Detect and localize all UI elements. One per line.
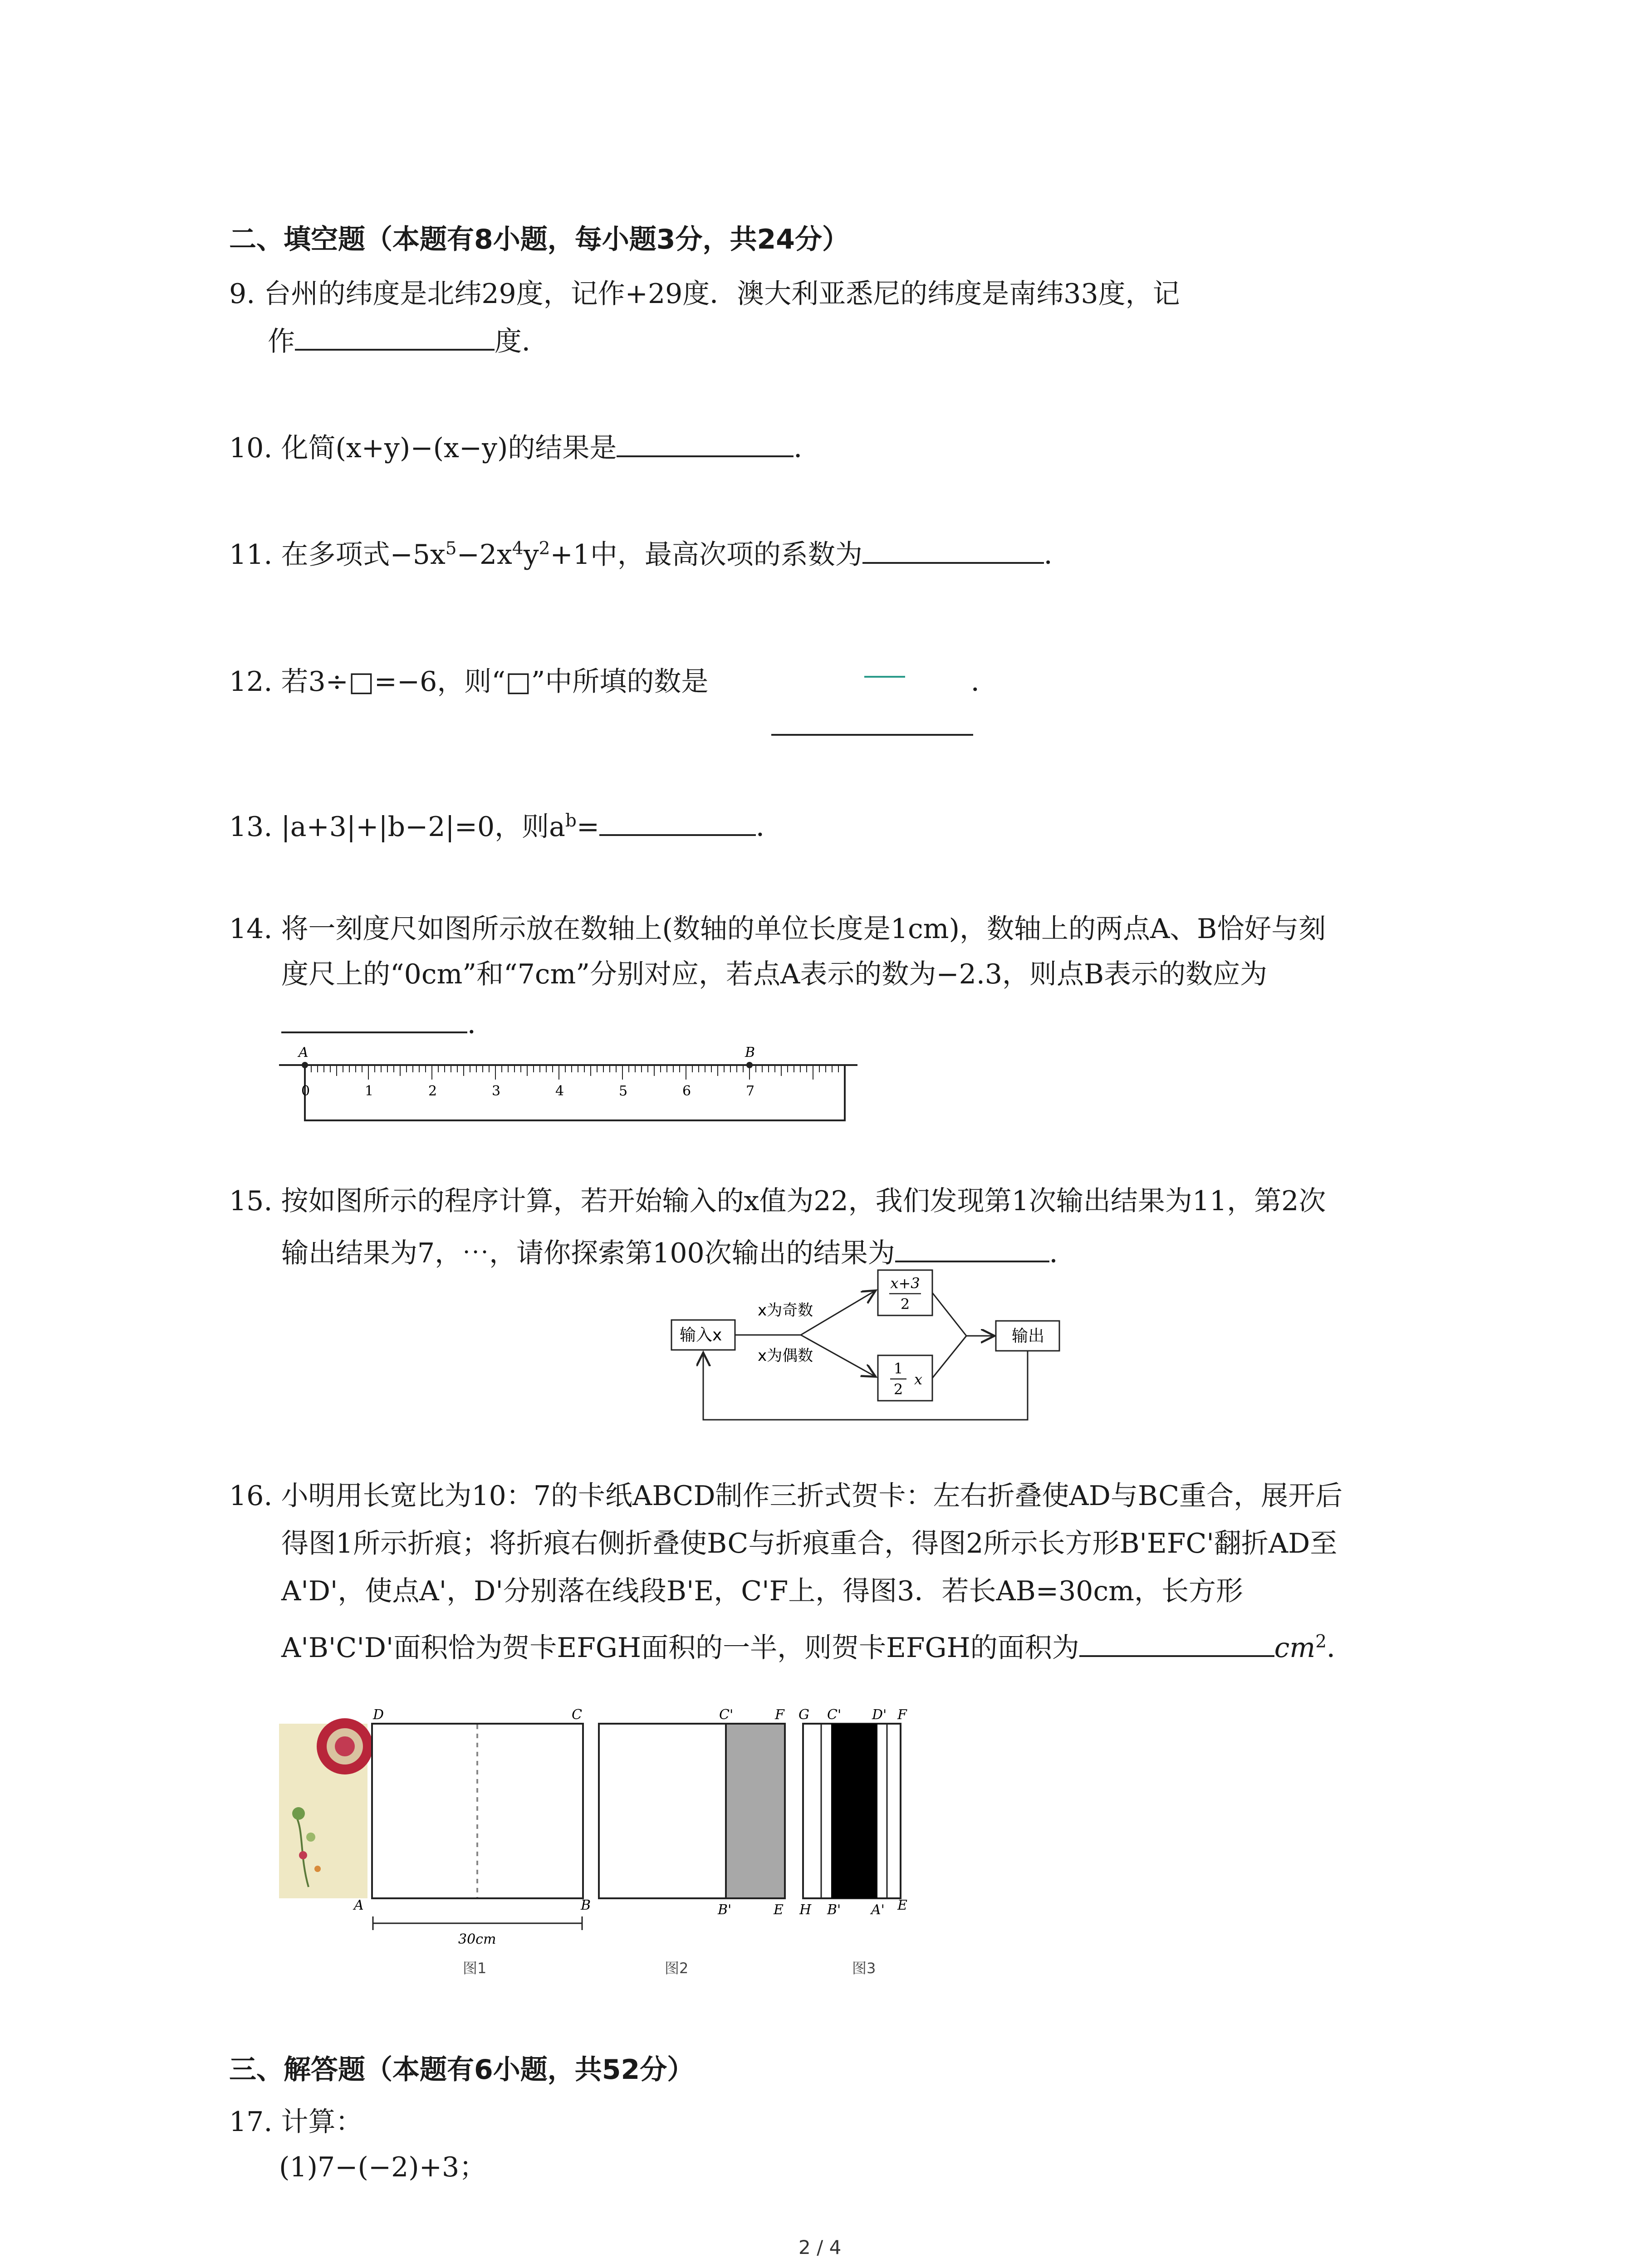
fig3-label-e: E	[897, 1897, 907, 1913]
q17: 17. 计算：	[229, 2106, 363, 2138]
q13-answer-blank[interactable]	[599, 834, 756, 836]
fig3-label-g: G	[798, 1707, 809, 1723]
odd-formula-numerator: x+3	[890, 1275, 920, 1292]
greeting-card-figures	[277, 1706, 957, 1987]
even-to-merge	[932, 1336, 966, 1378]
label-b: B	[745, 1045, 755, 1061]
q16-answer-blank[interactable]	[1079, 1655, 1274, 1657]
q9-line1: 9. 台州的纬度是北纬29度，记作+29度．澳大利亚悉尼的纬度是南纬33度，记	[229, 278, 1180, 310]
fig1-label-d: D	[373, 1707, 384, 1723]
q14-line2: 度尺上的“0cm”和“7cm”分别对应，若点A表示的数为−2.3，则点B表示的数应为	[281, 958, 1268, 990]
fig1-label-b: B	[581, 1897, 591, 1913]
even-condition: x为偶数	[758, 1347, 813, 1365]
odd-formula-denominator: 2	[900, 1295, 910, 1313]
q12-post: ．	[971, 666, 998, 698]
q12-pre: 12. 若3÷□=−6，则“□”中所填的数是	[229, 666, 709, 698]
ruler-tick-label: 0	[301, 1083, 310, 1099]
section-2-heading: 二、填空题（本题有8小题，每小题3分，共24分）	[229, 224, 849, 255]
q16-line4: A'B'C'D'面积恰为贺卡EFGH面积的一半，则贺卡EFGH的面积为 $cm^2$．	[281, 1632, 1354, 1664]
ruler-body	[305, 1065, 845, 1120]
fig1-dimension-label: 30cm	[458, 1931, 496, 1947]
even-formula-box	[878, 1355, 932, 1401]
ruler-tick-labels	[301, 1083, 754, 1099]
q13: 13. |a+3|+|b−2|=0，则$a^b=$ ．	[229, 811, 784, 843]
even-formula-variable: x	[914, 1371, 923, 1388]
fig1-caption: 图1	[463, 1960, 487, 1977]
ruler-ticks	[305, 1066, 838, 1080]
ruler-tick-label: 2	[428, 1083, 437, 1099]
q9-line2: 作 度．	[268, 326, 549, 357]
odd-condition: x为奇数	[758, 1301, 813, 1320]
even-formula-denominator: 2	[893, 1381, 903, 1398]
ruler-tick-label: 7	[746, 1083, 755, 1099]
q15-answer-blank[interactable]	[895, 1261, 1049, 1262]
fig2-label-f: F	[775, 1707, 784, 1723]
ruler-tick-label: 4	[555, 1083, 564, 1099]
even-formula-numerator: 1	[893, 1360, 903, 1377]
fig3-label-f: F	[897, 1707, 907, 1723]
fig2-caption: 图2	[665, 1960, 689, 1977]
fig3-label-c-prime: C'	[827, 1707, 842, 1723]
q16-line3: A'D'，使点A'，D'分别落在线段B'E，C'F上，得图3．若长AB=30cm，长方形	[281, 1575, 1243, 1607]
output-label: 输出	[1012, 1327, 1045, 1345]
fig3-label-d-prime: D'	[872, 1707, 887, 1723]
input-label: 输入x	[680, 1326, 722, 1344]
fig3-label-h: H	[799, 1902, 812, 1918]
q12-teal-dash	[864, 676, 905, 678]
loop-back-arrow	[703, 1351, 1028, 1420]
ruler-tick-label: 5	[619, 1083, 628, 1099]
q12-answer-blank[interactable]	[771, 734, 973, 736]
fig1-label-a: A	[354, 1897, 364, 1913]
point-b	[746, 1062, 753, 1068]
fig3-caption: 图3	[852, 1960, 876, 1977]
q10-answer-blank[interactable]	[617, 455, 794, 457]
ruler-tick-label: 3	[492, 1083, 501, 1099]
fig2-label-c-prime: C'	[719, 1707, 734, 1723]
q16-line2: 得图1所示折痕；将折痕右侧折叠使BC与折痕重合，得图2所示长方形B'EFC'翻折AD至	[281, 1528, 1337, 1559]
odd-to-merge	[932, 1293, 966, 1336]
fig3-dark-panel	[831, 1724, 877, 1898]
q9-answer-blank[interactable]	[295, 349, 495, 351]
q14-line1: 14. 将一刻度尺如图所示放在数轴上(数轴的单位长度是1cm)，数轴上的两点A、B恰好与刻	[229, 913, 1326, 945]
fig2-folded-panel	[726, 1724, 785, 1898]
page-number: 2 / 4	[798, 2236, 842, 2258]
section-3-heading: 三、解答题（本题有6小题，共52分）	[229, 2054, 695, 2086]
q10: 10. 化简(x+y)−(x−y)的结果是 ．	[229, 432, 821, 464]
fig2-label-e: E	[774, 1902, 784, 1918]
q14-line3: ．	[281, 1002, 495, 1041]
fig2-label-b-prime: B'	[718, 1902, 732, 1918]
flowchart-figure	[667, 1266, 1098, 1429]
q15-line1: 15. 按如图所示的程序计算，若开始输入的x值为22，我们发现第1次输出结果为11，第2次	[229, 1185, 1326, 1217]
q17-part1: (1)7−(−2)+3；	[279, 2151, 487, 2183]
q11: 11. 在多项式$-5x^5-2x^4y^2+1$中，最高次项的系数为 ．	[229, 538, 1071, 571]
label-a: A	[299, 1045, 309, 1061]
point-a	[302, 1062, 308, 1068]
ruler-figure	[272, 1039, 862, 1129]
ruler-tick-label: 6	[682, 1083, 691, 1099]
q11-answer-blank[interactable]	[862, 562, 1044, 564]
fig3-label-a-prime: A'	[871, 1902, 885, 1918]
card-illustration	[279, 1718, 373, 1898]
q15-line2: 输出结果为7，⋯，请你探索第100次输出的结果为 ．	[281, 1237, 1077, 1269]
ruler-tick-label: 1	[365, 1083, 374, 1099]
fig1-label-c: C	[572, 1707, 582, 1723]
fig3-label-b-prime: B'	[827, 1902, 841, 1918]
q14-answer-blank[interactable]	[281, 1031, 467, 1033]
q16-line1: 16. 小明用长宽比为10：7的卡纸ABCD制作三折式贺卡：左右折叠使AD与BC重合，展开后	[229, 1480, 1343, 1512]
